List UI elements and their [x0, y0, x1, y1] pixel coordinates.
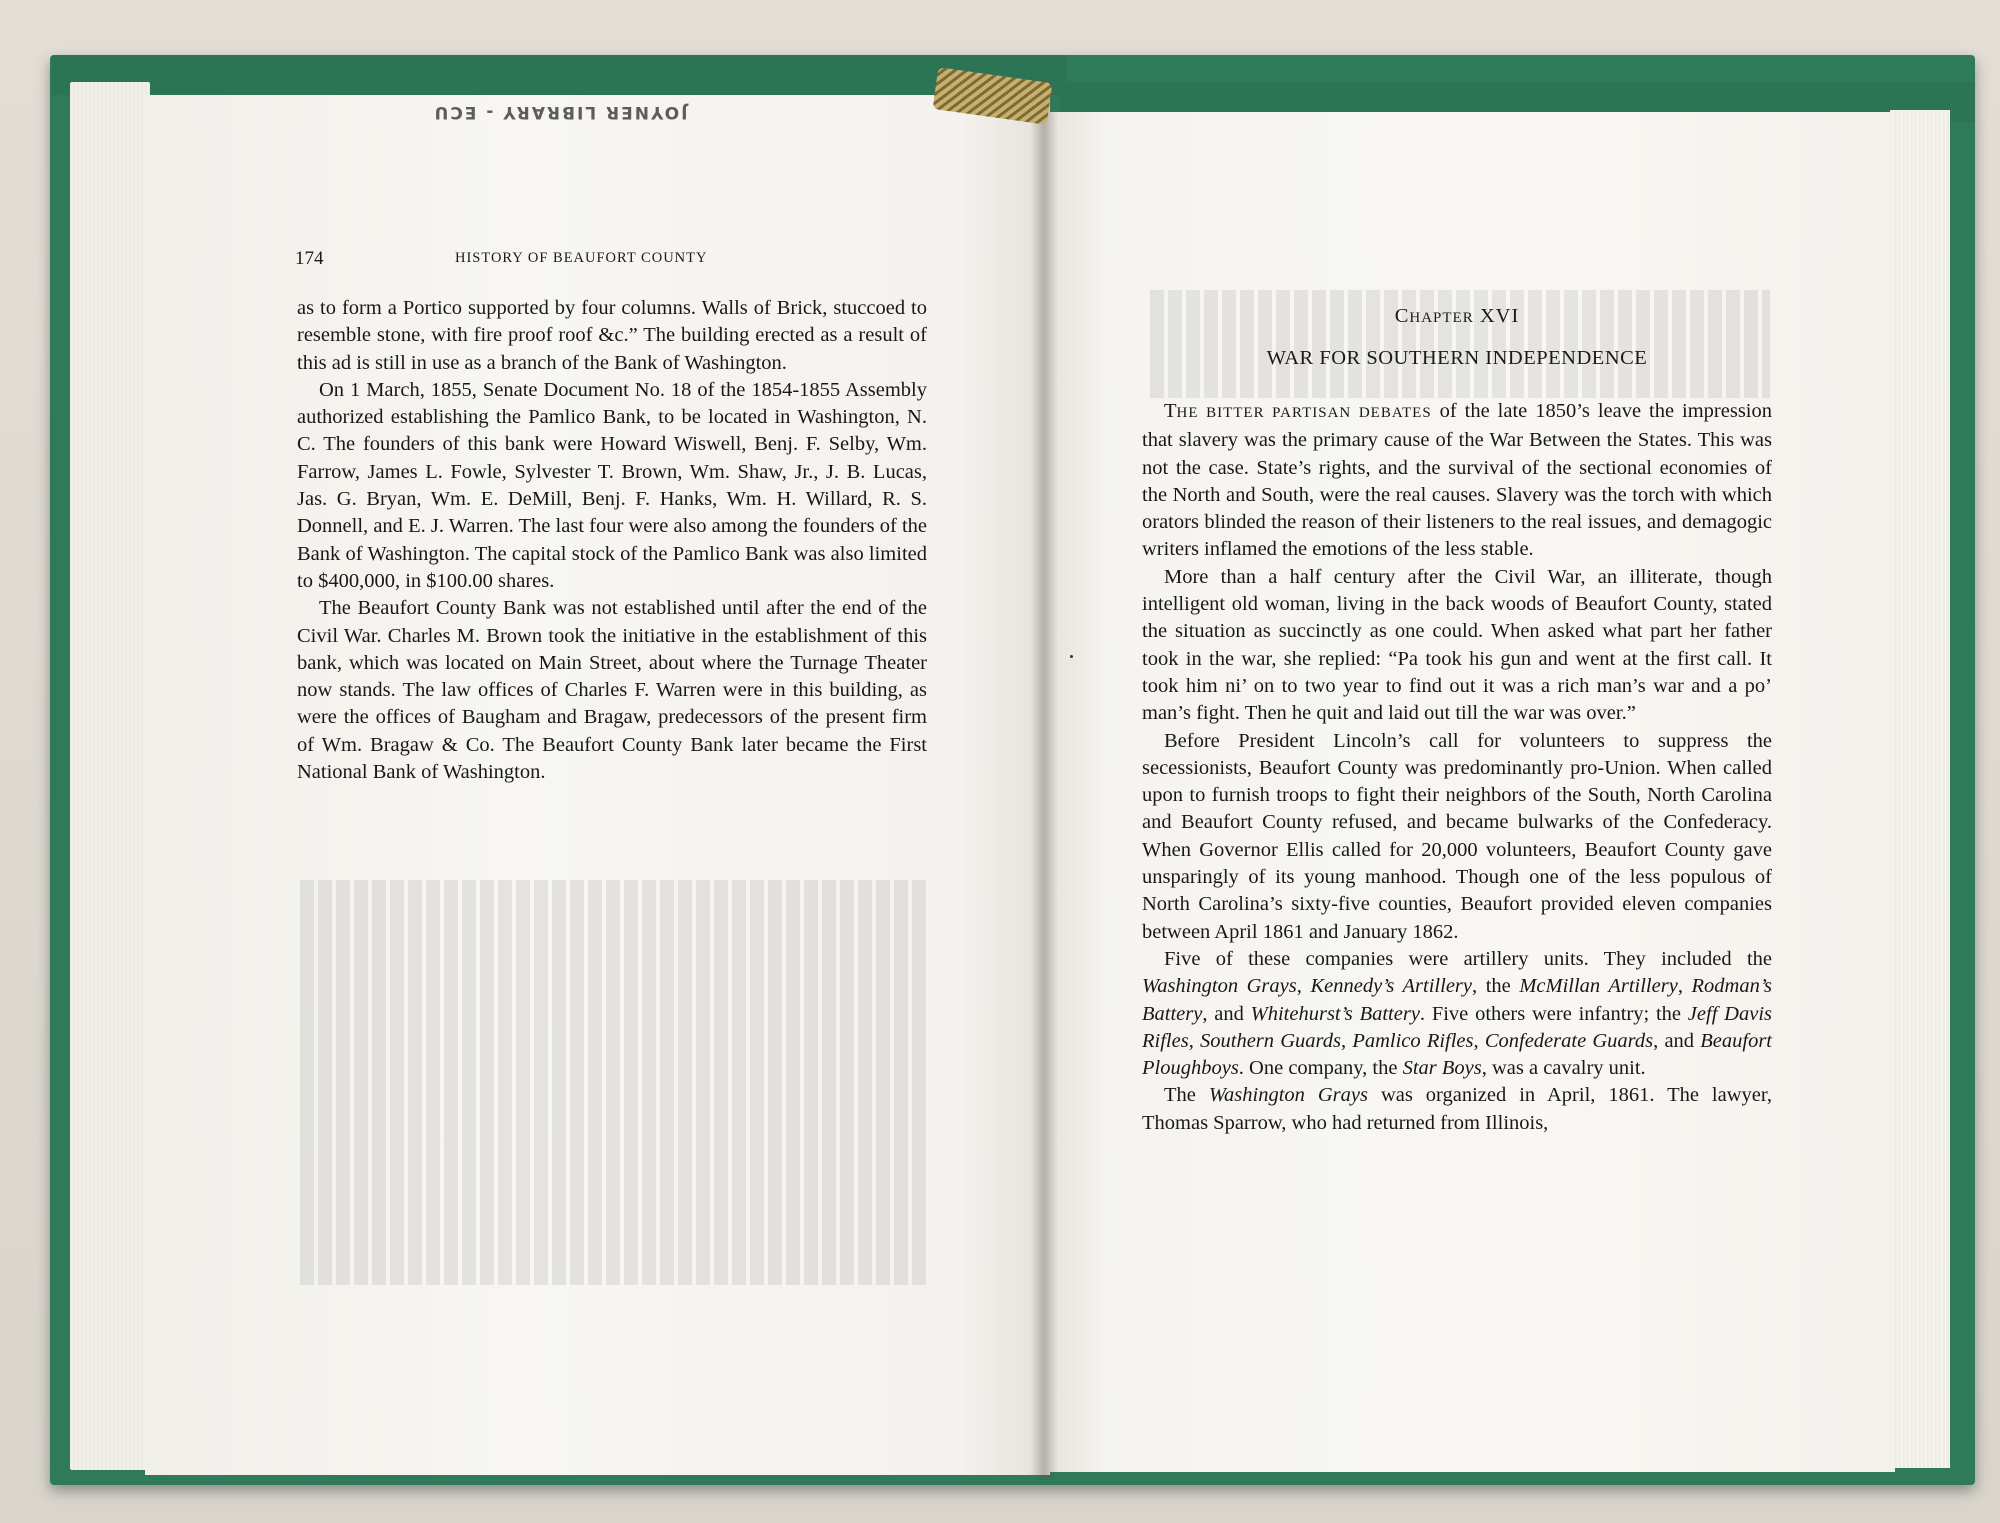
paragraph: Before President Lincoln’s call for volunteers to suppress the secessionists, Beaufort County was predominantly pro-Union. When called upon to furnish troops to fight their neighbors of the South, North Carolina and Beaufort County refused, and became bulwarks of the Confederacy. When Governor Ellis called for 20,000 volunteers, Beaufort County gave unsparingly of its young manhood. Though one of the less populous of North Carolina’s sixty-five counties, Beaufort provided eleven companies between April 1861 and January 1862.	[1142, 729, 1772, 943]
paragraph: Five of these companies were artillery units. They included the Washington Grays, Kennedy’s Artillery, the McMillan Artillery, Rodman’s Battery, and Whitehurst’s Battery. Five others were infantry; the Jeff Davis Rifles, Southern Guards, Pamlico Rifles, Confederate Guards, and Beaufort Ploughboys. One company, the Star Boys, was a cavalry unit.	[1142, 947, 1773, 1080]
running-head-title: HISTORY OF BEAUFORT COUNTY	[455, 250, 708, 266]
page-block-edge-left	[70, 82, 150, 1470]
book-gutter	[1030, 80, 1058, 1480]
paragraph: The Beaufort County Bank was not established until after the end of the Civil War. Charles M. Brown took the initiative in the establishment of this bank, which was located on Main Street, about where the Turnage Theater now stands. The law offices of Charles F. Warren were in this building, as were the offices of Baugham and Bragaw, predecessors of the present firm of Wm. Bragaw & Co. The Beaufort County Bank later became the First National Bank of Washington.	[297, 597, 927, 784]
paragraph: THE BITTER PARTISAN DEBATES of the late 1850’s leave the impression that slavery was the primary cause of the War Between the States. This was not the case. State’s rights, and the survival of the sectional economies of the North and South, were the real causes. Slavery was the torch with which orators blinded the reason of their listeners to the real issues, and demagogic writers inflamed the emotions of the less stable.	[1142, 400, 1772, 561]
paragraph: More than a half century after the Civil War, an illiterate, though intelligent old woman, living in the back woods of Beaufort County, stated the situation as succinctly as one could. When asked what part her father took in the war, she replied: “Pa took his gun and went at the first call. It took him ni’ on to two year to find out it was a rich man’s war and a po’ man’s fight. Then he quit and laid out till the war was over.”	[1142, 565, 1772, 725]
chapter-number: XVI	[1479, 305, 1520, 327]
paragraph: On 1 March, 1855, Senate Document No. 18 of the 1854-1855 Assembly authorized establishing the Pamlico Bank, to be located in Washington, N. C. The founders of this bank were Howard Wiswell, Benj. F. Selby, Wm. Farrow, James L. Fowle, Sylvester T. Brown, Wm. Shaw, Jr., J. B. Lucas, Jas. G. Bryan, Wm. E. DeMill, Benj. F. Hanks, Wm. H. Willard, R. S. Donnell, and E. J. Warren. The last four were also among the founders of the Bank of Washington. The capital stock of the Pamlico Bank was also limited to $400,000, in $100.00 shares.	[297, 378, 927, 592]
right-page-body	[1142, 398, 1772, 1137]
paragraph: The Washington Grays was organized in April, 1861. The lawyer, Thomas Sparrow, who had returned from Illinois,	[1142, 1084, 1772, 1134]
page-block-edge-right	[1890, 110, 1950, 1468]
stray-mark	[1070, 655, 1073, 658]
chapter-title: WAR FOR SOUTHERN INDEPENDENCE	[1266, 347, 1648, 369]
left-running-head	[295, 248, 930, 274]
cover-top-edge-left	[52, 55, 1067, 95]
show-through-left	[300, 880, 930, 1300]
chapter-label: CHAPTER XVI	[1394, 305, 1520, 327]
library-stamp: JOYNER LIBRARY - ECU	[432, 102, 688, 122]
left-page-body	[297, 295, 927, 786]
page-number: 174	[295, 248, 324, 269]
paragraph: as to form a Portico supported by four columns. Walls of Brick, stuccoed to resemble stone, with fire proof roof &c.” The building erected as a result of this ad is still in use as a branch of the Bank of Washington.	[297, 297, 927, 374]
